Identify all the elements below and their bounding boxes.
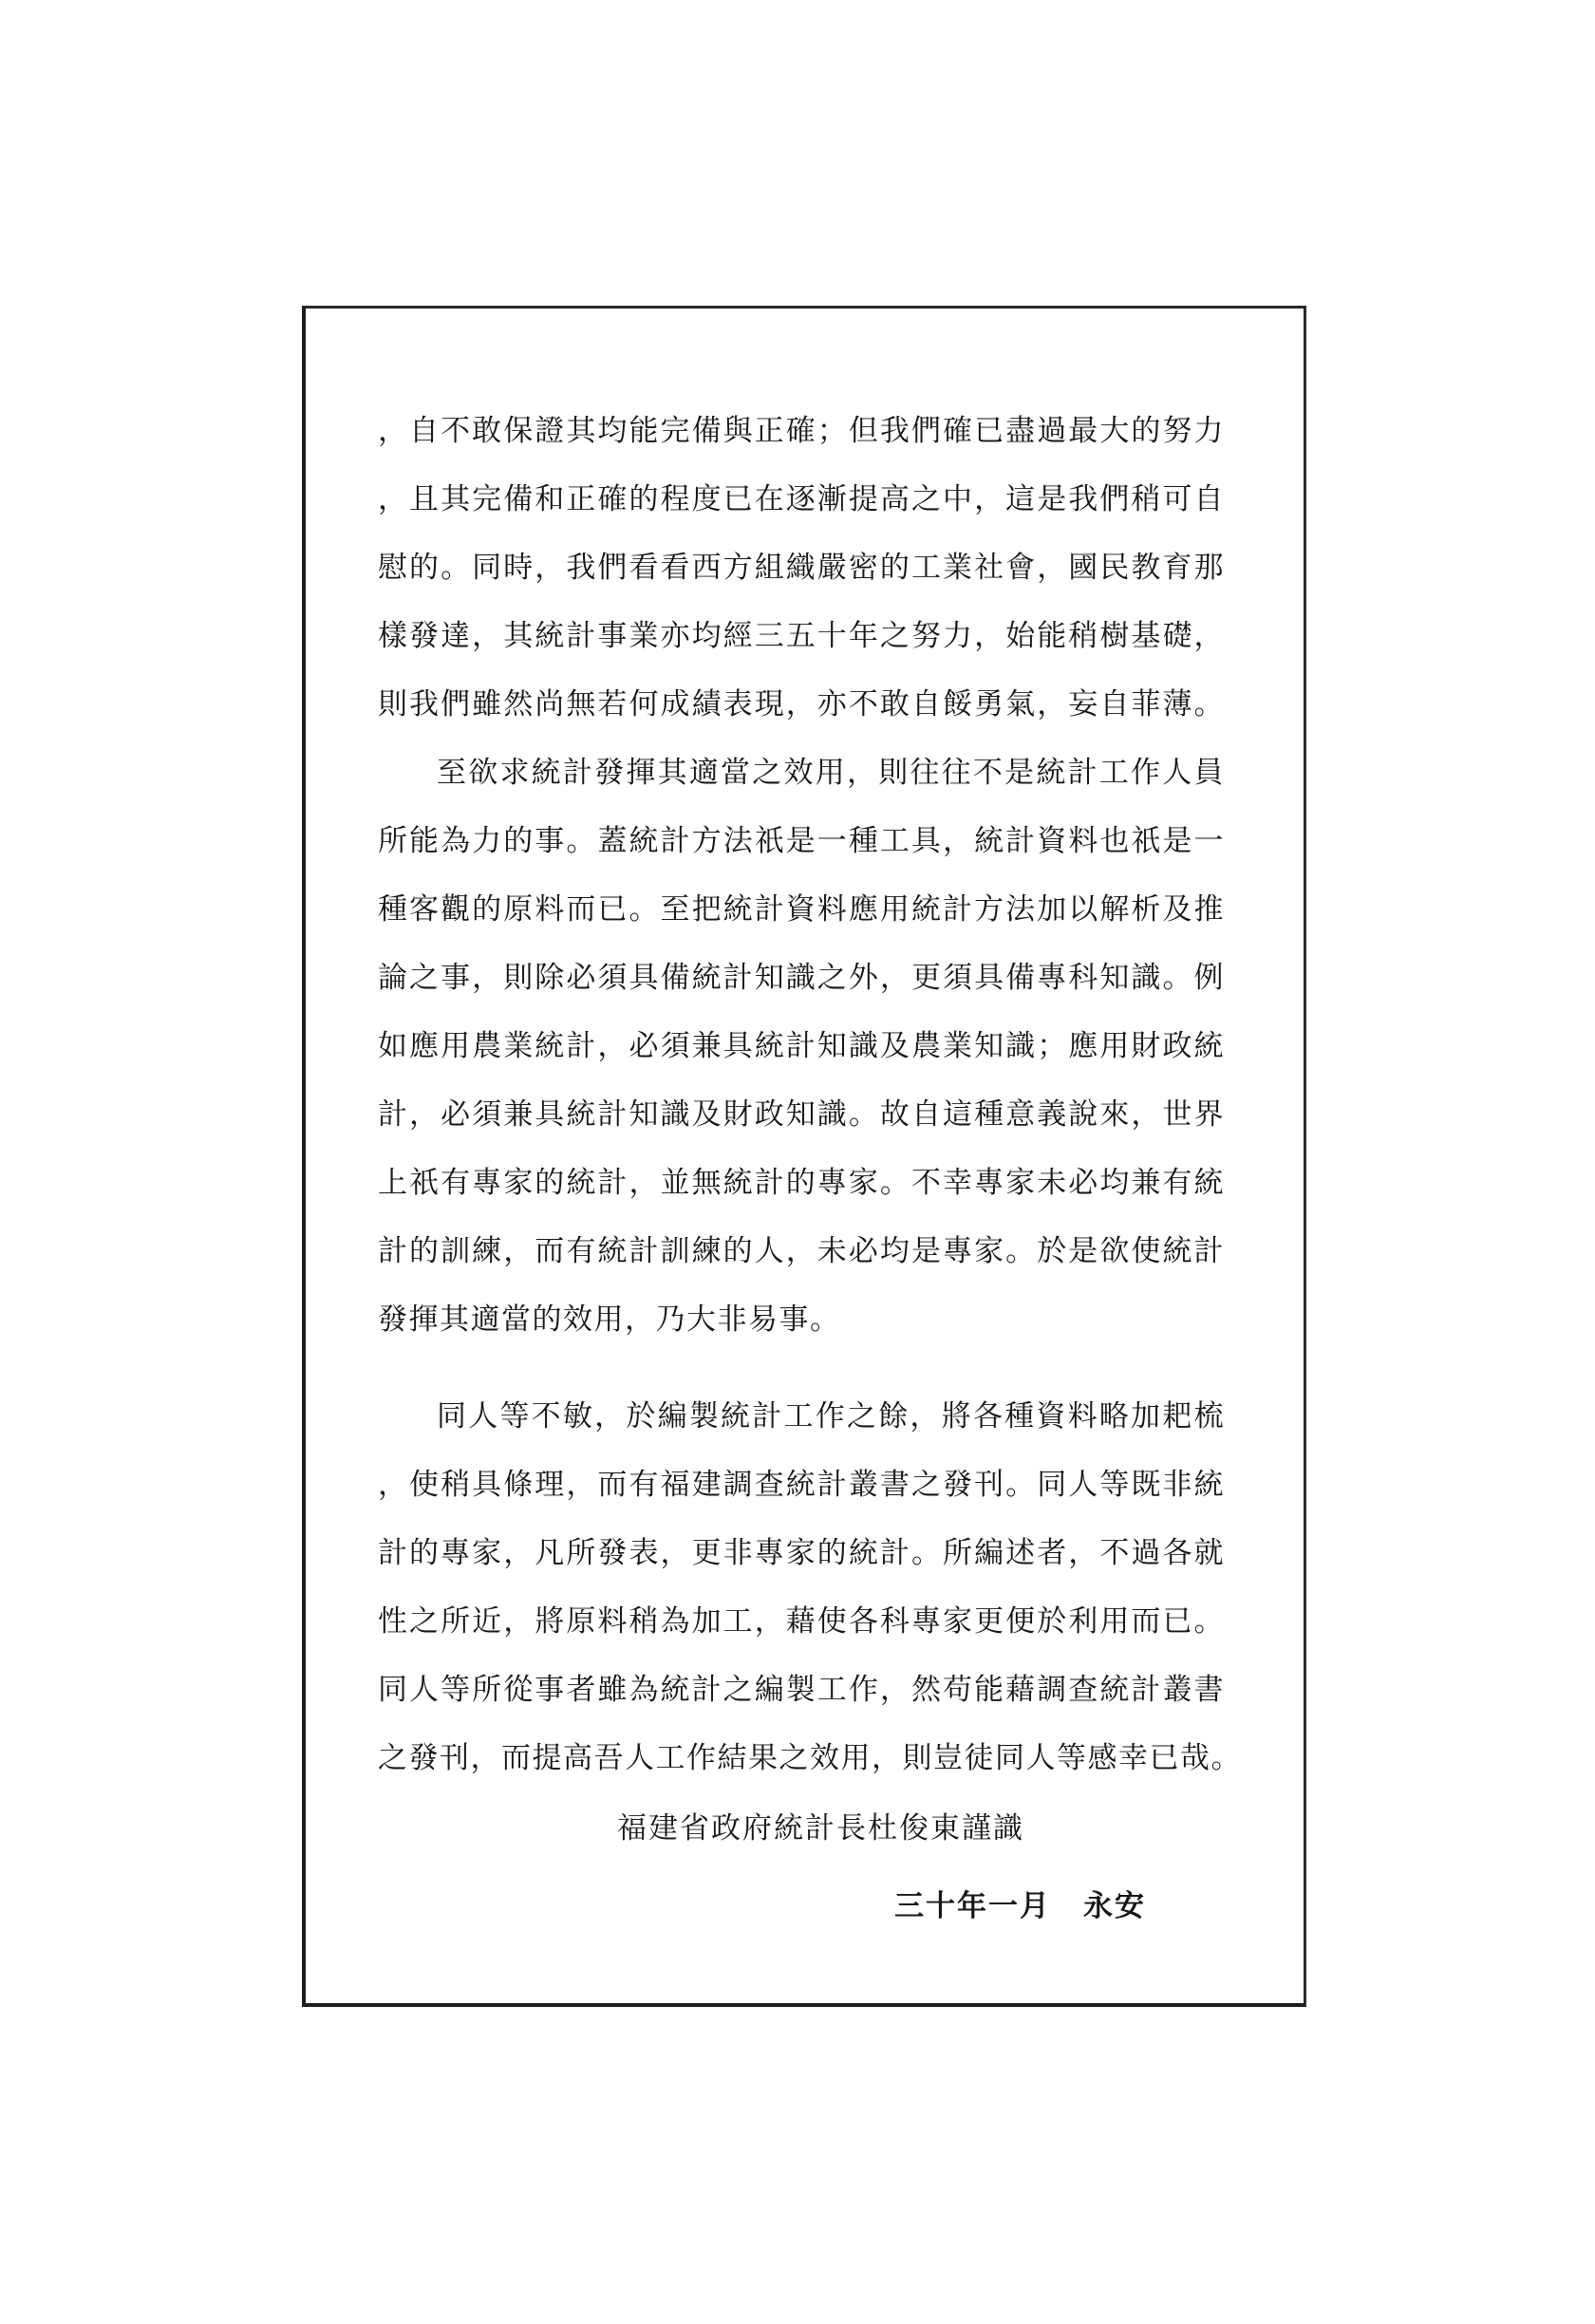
text-line: 性之所近，將原料稍為加工，藉使各科專家更便於利用而已。 [378,1604,1225,1639]
text-line: 種客觀的原料而已。至把統計資料應用統計方法加以解析及推 [378,892,1225,927]
text-line: 上祇有專家的統計，並無統計的專家。不幸專家未必均兼有統 [378,1166,1225,1200]
date: 三十年一月 [894,1889,1051,1923]
text-line-paragraph-start: 同人等不敏，於編製統計工作之餘，將各種資料略加耙梳 [437,1399,1225,1434]
date-place-line [894,1882,1146,1924]
text-line: 則我們雖然尚無若何成績表現，亦不敢自餒勇氣，妄自菲薄。 [378,687,1225,722]
signature: 福建省政府統計長杜俊東謹識 [617,1811,1024,1846]
text-line-paragraph-start: 至欲求統計發揮其適當之效用，則往往不是統計工作人員 [437,756,1225,790]
text-line: 之發刊，而提高吾人工作結果之效用，則豈徒同人等感幸已哉。 [378,1741,1242,1775]
place: 永安 [1083,1889,1146,1923]
text-line: 論之事，則除必須具備統計知識之外，更須具備專科知識。例 [378,961,1225,995]
text-line: 發揮其適當的效用，乃大非易事。 [378,1303,841,1337]
text-line: ，且其完備和正確的程度已在逐漸提高之中，這是我們稍可自 [378,482,1225,516]
text-line: 樣發達，其統計事業亦均經三五十年之努力，始能稍樹基礎， [378,619,1225,653]
text-line: 慰的。同時，我們看看西方組織嚴密的工業社會，國民教育那 [378,551,1225,585]
text-line: ，自不敢保證其均能完備與正確；但我們確已盡過最大的努力 [378,414,1225,448]
text-line: 如應用農業統計，必須兼具統計知識及農業知識；應用財政統 [378,1029,1225,1063]
text-line: 計，必須兼具統計知識及財政知識。故自這種意義說來，世界 [378,1097,1225,1132]
text-line: ，使稍具條理，而有福建調查統計叢書之發刊。同人等既非統 [378,1468,1225,1502]
text-line: 計的訓練，而有統計訓練的人，未必均是專家。於是欲使統計 [378,1234,1225,1268]
text-line: 所能為力的事。蓋統計方法祇是一種工具，統計資料也祇是一 [378,824,1225,858]
paragraph-gap [378,1354,1225,1382]
text-line: 同人等所從事者雖為統計之編製工作，然苟能藉調查統計叢書 [378,1673,1225,1707]
preface-text [378,397,1242,1792]
text-line: 計的專家，凡所發表，更非專家的統計。所編述者，不過各就 [378,1536,1225,1570]
